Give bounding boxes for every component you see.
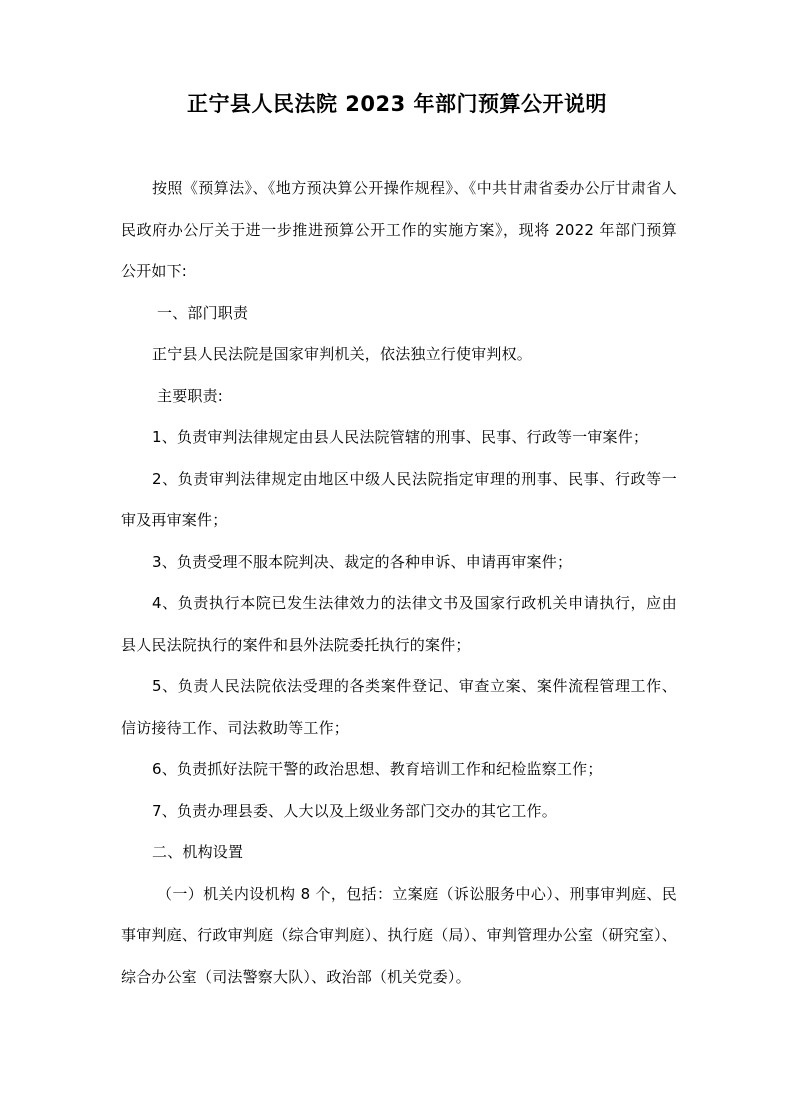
section-heading-duties: 一、部门职责 — [157, 303, 249, 322]
section-heading-organization: 二、机构设置 — [152, 843, 244, 861]
duty-item-4: 4、负责执行本院已发生法律效力的法律文书及国家行政机关申请执行，应由县人民法院执行的案件和县外法院委托执行的案件； — [121, 594, 677, 654]
duty-item-5: 5、负责人民法院依法受理的各类案件登记、审查立案、案件流程管理工作、信访接待工作、司法救助等工作； — [121, 677, 677, 737]
main-duties-label: 主要职责: — [157, 386, 224, 405]
duty-item-7: 7、负责办理县委、人大以及上级业务部门交办的其它工作。 — [152, 801, 557, 820]
duty-item-6: 6、负责抓好法院干警的政治思想、教育培训工作和纪检监察工作； — [152, 760, 603, 778]
intro-paragraph: 按照《预算法》、《地方预决算公开操作规程》、《中共甘肃省委办公厅甘肃省人民政府办公厅关于进一步推进预算公开工作的实施方案》，现将 2022 年部门预算公开如下: — [121, 179, 677, 280]
court-description-paragraph: 正宁县人民法院是国家审判机关，依法独立行使审判权。 — [152, 345, 533, 363]
organization-paragraph: （一）机关内设机构 8 个，包括：立案庭（诉讼服务中心）、刑事审判庭、民事审判庭、行政审判庭（综合审判庭）、执行庭（局）、审判管理办公室（研究室）、综合办公室（司法警察大队）、政治部（机关党委）。 — [121, 884, 677, 986]
duty-item-3: 3、负责受理不服本院判决、裁定的各种申诉、申请再审案件； — [152, 552, 573, 571]
document-body — [121, 168, 677, 998]
document-title: 正宁县人民法院 2023 年部门预算公开说明 — [186, 92, 608, 116]
duty-item-2: 2、负责审判法律规定由地区中级人民法院指定审理的刑事、民事、行政等一审及再审案件； — [121, 469, 677, 529]
duty-item-1: 1、负责审判法律规定由县人民法院管辖的刑事、民事、行政等一审案件； — [152, 428, 649, 446]
